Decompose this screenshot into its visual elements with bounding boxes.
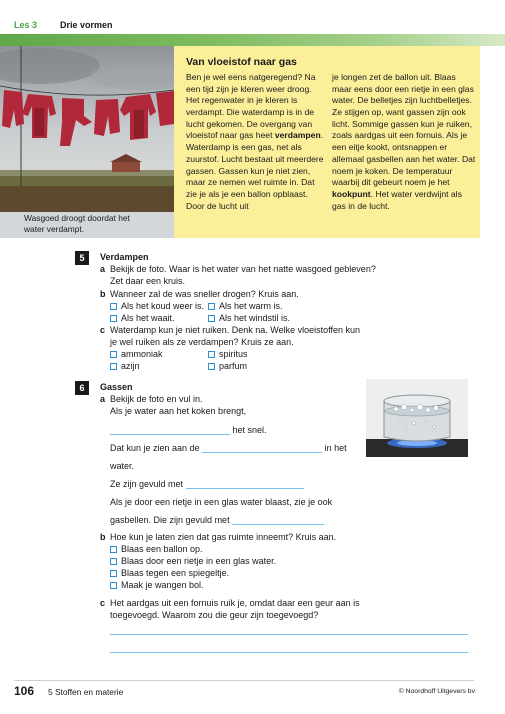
info-text: Ben je wel eens natgeregend? Na een tijd zijn je kleren weer droog. Het regenwater in je kleren is verdampt. Die waterdamp is in de lucht gekomen. De overgang van vloeistof naar gas heet <box>186 72 316 141</box>
answer-blank-1[interactable] <box>110 426 230 435</box>
option-label: Als het windstil is. <box>219 313 291 323</box>
lesson-title: Drie vormen <box>60 20 113 30</box>
term-verdampen: verdampen <box>274 130 321 141</box>
boiling-water-photo <box>366 379 468 457</box>
laundry-illustration <box>0 46 174 212</box>
q6a-text: Bekijk de foto en vul in. <box>110 394 203 404</box>
fill-text: Dat kun je zien aan de <box>110 443 200 453</box>
checkbox[interactable] <box>208 303 215 310</box>
option-label: spiritus <box>219 349 248 359</box>
photo-caption: Wasgoed droogt doordat het water verdampt. <box>0 212 174 238</box>
term-kookpunt: kookpunt <box>332 188 371 199</box>
info-text-column-2 <box>332 72 476 212</box>
q6c-line1 <box>100 598 360 610</box>
answer-blank-2[interactable] <box>202 444 322 453</box>
q6b-option-3[interactable] <box>110 568 229 580</box>
checkbox[interactable] <box>208 351 215 358</box>
q6a-fill-row-5: Als je door een rietje in een glas water blaast, zie je ook <box>110 497 333 507</box>
question-number-5: 5 <box>75 251 89 265</box>
header-bar <box>0 34 505 46</box>
laundry-photo <box>0 46 174 212</box>
q5b-text: Wanneer zal de was sneller drogen? Kruis aan. <box>110 289 299 299</box>
question-5-title: Verdampen <box>100 252 149 262</box>
checkbox[interactable] <box>110 558 117 565</box>
chapter-title: 5 Stoffen en materie <box>48 687 124 697</box>
q6a-fill-row-3: water. <box>110 461 135 471</box>
answer-blank-3[interactable] <box>186 480 304 489</box>
question-6-title: Gassen <box>100 382 133 392</box>
q5c-option-parfum[interactable] <box>208 361 247 373</box>
option-label: ammoniak <box>121 349 163 359</box>
q5b-question <box>100 289 299 301</box>
option-label: Blaas door een rietje in een glas water. <box>121 556 277 566</box>
q6a-fill-row-1 <box>110 425 267 437</box>
info-text: je longen zet de ballon uit. Blaas maar eens door een rietje in een glas water. De belletjes zijn luchtbelletjes. Ze stijgen op, want gassen zijn ook licht. Sommige gassen kun je ruiken, zoals aardgas uit een fornuis. Als je een eitje kookt, ontsnappen er allemaal gasbellen aan het water. Dat noem je koken. De temperatuur waarbij dit gebeurt noem je het <box>332 72 476 188</box>
fill-text: in het <box>324 443 347 453</box>
checkbox[interactable] <box>110 570 117 577</box>
q6c-text: Het aardgas uit een fornuis ruik je, omdat daar een geur aan is <box>110 598 360 608</box>
checkbox[interactable] <box>110 351 117 358</box>
info-text: . Het water verdwijnt als gas in de lucht. <box>332 188 462 211</box>
q6a-fill-row-2 <box>110 443 347 455</box>
option-label: Blaas een ballon op. <box>121 544 203 554</box>
q5c-line1 <box>100 325 360 337</box>
q5b-option-4[interactable] <box>208 313 290 325</box>
page-number: 106 <box>14 684 35 698</box>
footer-divider <box>14 680 474 681</box>
q6b-question <box>100 532 336 544</box>
q5a-line1 <box>100 264 376 276</box>
q6a-fill-row-4 <box>110 479 304 491</box>
q6b-label: b <box>100 532 106 542</box>
q5c-text: Waterdamp kun je niet ruiken. Denk na. Welke vloeistoffen kun <box>110 325 360 335</box>
q5b-option-3[interactable] <box>110 313 175 325</box>
checkbox[interactable] <box>110 546 117 553</box>
q5c-option-azijn[interactable] <box>110 361 140 373</box>
option-label: Als het warm is. <box>219 301 283 311</box>
checkbox[interactable] <box>110 582 117 589</box>
option-label: Als het koud weer is. <box>121 301 205 311</box>
copyright: © Noordhoff Uitgevers bv <box>398 688 475 695</box>
q6a-line1 <box>100 394 203 406</box>
option-label: Blaas tegen een spiegeltje. <box>121 568 230 578</box>
q5c-line2: je wel ruiken als ze verdampen? Kruis ze aan. <box>110 337 294 347</box>
q6b-option-4[interactable] <box>110 580 204 592</box>
checkbox[interactable] <box>208 363 215 370</box>
info-text-column-1 <box>186 72 326 212</box>
option-label: Maak je wangen bol. <box>121 580 204 590</box>
fill-text: Ze zijn gevuld met <box>110 479 184 489</box>
fill-text: gasbellen. Die zijn gevuld met <box>110 515 230 525</box>
option-label: azijn <box>121 361 140 371</box>
q5b-label: b <box>100 289 106 299</box>
q6a-label: a <box>100 394 106 404</box>
option-label: Als het waait. <box>121 313 175 323</box>
info-text: . Waterdamp is een gas, net als zuurstof. Lucht bestaat uit meerdere gassen. Gassen kun je niet zien, maar ze nemen wel ruimte in. Dat zie je als je een ballon opblaast. Door de lucht uit <box>186 130 324 211</box>
info-box-title: Van vloeistof naar gas <box>186 56 297 68</box>
q5a-text: Bekijk de foto. Waar is het water van het natte wasgoed gebleven? <box>110 264 376 274</box>
q5b-option-1[interactable] <box>110 301 204 313</box>
q6c-line2: toegevoegd. Waarom zou die geur zijn toegevoegd? <box>110 610 319 620</box>
q5c-option-ammoniak[interactable] <box>110 349 163 361</box>
q6b-option-1[interactable] <box>110 544 203 556</box>
answer-line-1[interactable] <box>110 634 468 635</box>
boiling-pot-illustration <box>366 379 468 457</box>
answer-line-2[interactable] <box>110 652 468 653</box>
q6b-option-2[interactable] <box>110 556 276 568</box>
q5a-line2: Zet daar een kruis. <box>110 276 186 286</box>
lesson-label: Les 3 <box>14 20 38 30</box>
checkbox[interactable] <box>208 315 215 322</box>
question-number-6: 6 <box>75 381 89 395</box>
q6a-fill-row-6 <box>110 515 324 527</box>
q6c-label: c <box>100 598 106 608</box>
q6a-line2: Als je water aan het koken brengt, <box>110 406 247 416</box>
checkbox[interactable] <box>110 363 117 370</box>
answer-blank-4[interactable] <box>232 516 324 525</box>
option-label: parfum <box>219 361 248 371</box>
q5c-option-spiritus[interactable] <box>208 349 248 361</box>
q6b-text: Hoe kun je laten zien dat gas ruimte inneemt? Kruis aan. <box>110 532 337 542</box>
q5b-option-2[interactable] <box>208 301 283 313</box>
checkbox[interactable] <box>110 303 117 310</box>
fill-text: het snel. <box>232 425 267 435</box>
q5c-label: c <box>100 325 106 335</box>
checkbox[interactable] <box>110 315 117 322</box>
q5a-label: a <box>100 264 106 274</box>
